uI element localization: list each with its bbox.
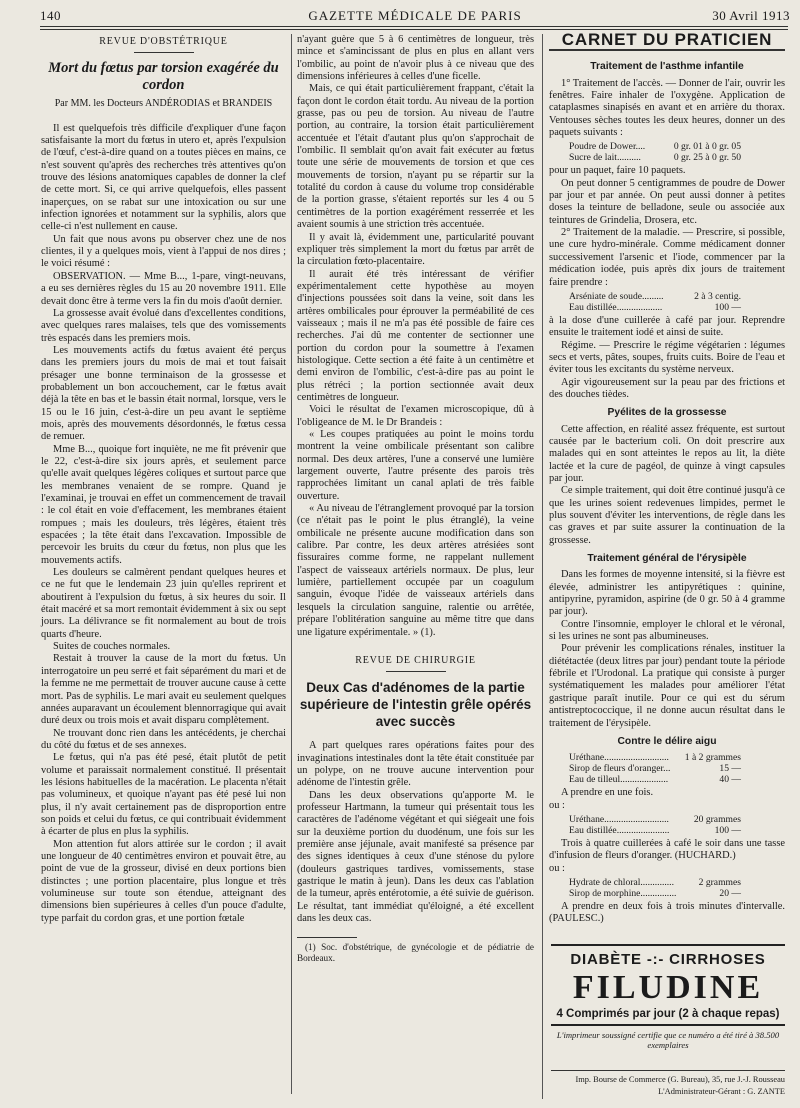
paragraph: Dans les formes de moyenne intensité, si la fièvre est élevée, administrer les antipyrétiques : quinine, antipyrine, pyramidon, aspirine (de 0 gr. 50 à 4 gramme par jour). xyxy=(549,569,785,618)
paragraph: Un fait que nous avons pu observer chez une de nos clientes, il y a quelques mois, vient à l'appui de nos dires ; le voici résumé : xyxy=(41,233,286,270)
paragraph: A part quelques rares opérations faites pour des invaginations intestinales dont la tête était constituée par un polype, on ne trouve aucune intervention pour adénome de l'intestin grêle. xyxy=(297,740,534,789)
paragraph: Les mouvements actifs du fœtus avaient été perçus dans les premiers jours du mois de mai et tout faisait présager une bonne terminaison de la grossesse et probablement un bon accouchement, car le fœtus avait déjà la tête en bas et le bassin était normal, lorsque, vers le 15 ou le 16 juin, c'est-à-dire un peu avant le septième mois, après des mouvements désordonnés, le fœtus cessa de remuer. xyxy=(41,344,286,443)
prescription-table xyxy=(549,877,785,899)
section-heading: REVUE DE CHIRURGIE xyxy=(355,654,476,666)
prescription-row: Arséniate de soude......... 2 à 3 centig. xyxy=(569,290,741,302)
prescription-table xyxy=(549,291,785,313)
paragraph: Le fœtus, qui n'a pas été pesé, était plutôt de petit volume et paraissait normalement constitué. Il présentait les lésions habituelles de la macération. Le placenta n'était pas volumineux, et quoique n'ayant pas été pesé lui non plus, il n'y avait certainement pas de disproportion entre son poids et celui du fœtus, ce qui contribuait évidemment à écarter de plus en plus la syphilis. xyxy=(41,752,286,838)
section-heading: REVUE D'OBSTÉTRIQUE xyxy=(99,36,228,47)
paragraph: Il y avait là, évidemment une, particularité pouvant expliquer très simplement la mort du fœtus par arrêt de la circulation fœto-placentaire. xyxy=(297,231,534,268)
paragraph: à la dose d'une cuillerée à café par jour. Reprendre ensuite le traitement iodé et ainsi de suite. xyxy=(549,314,785,339)
prescription-row: Sucre de lait.......... 0 gr. 25 à 0 gr. 50 xyxy=(569,152,741,164)
paragraph: 2° Traitement de la maladie. — Prescrire, si possible, une cure hydro-minérale. Comme médicament donner successivement l'arsenic et l'iode, commencer par la médication iodée, puis après dix jours de traitement faire prendre : xyxy=(549,227,785,288)
carnet-title: CARNET DU PRATICIEN xyxy=(561,30,773,49)
divider xyxy=(549,49,785,51)
quote-paragraph: « Au niveau de l'étranglement provoqué par la torsion (ce n'était pas le point le plus étranglé), la veine ombilicale ne présente aucune modification dans son calibre. Par contre, les deux artères atrésiées sont fissuraires comme forme, ne rappelant nullement l'aspect de vaisseaux artériels normaux. De plus, leur lumière, partiellement occupée par un coagulum sanguin, évoque l'idée de vaisseaux artériels dans lesquels la circulation sanguine, ralentie ou arrêtée, prépare l'oblitération sanguine au même titre que dans une ligature expérimentale. » (1). xyxy=(297,503,534,638)
ad-brand-name: FILUDINE xyxy=(572,969,764,1006)
paragraph: Voici le résultat de l'examen microscopique, dû à l'obligeance de M. le Dr Brandeis : xyxy=(297,404,534,428)
paragraph: A prendre en une fois. xyxy=(561,787,654,799)
paragraph: Cette affection, en réalité assez fréquente, est surtout causée par le bacterium coli. On doit prescrire aux malades qui en sont atteintes le repos au lit, la diète lactée et la cure de pagéol, de quinze à vingt capsules par jour. xyxy=(549,423,785,484)
paragraph: A prendre en deux fois à trois minutes d'intervalle. (PAULESC.) xyxy=(549,900,785,925)
paragraph: Mme B..., quoique fort inquiète, ne me fit prévenir que le 22, c'est-à-dire six jours après, et seulement parce qu'elle avait quelques légères coliques et surtout parce que les membranes venaient de se rompre. Quand je l'examinai, je trouvai en effet un commencement de travail : le col était en voie d'effacement, les membranes étaient rompues ; mais les douleurs, très légères, étaient très espacées ; la tête était dans l'excavation. Impossible de percevoir les bruits du cœur du fœtus, non plus que les mouvements actifs. xyxy=(41,443,286,566)
article-title: Mort du fœtus par torsion exagérée du cordon xyxy=(48,60,279,94)
footnote-rule xyxy=(297,937,357,938)
column-middle xyxy=(297,34,534,964)
paragraph: La grossesse avait évolué dans d'excellentes conditions, avec quelques rares malaises, tels que des vomissements très espacés dans les premiers mois. xyxy=(41,307,286,344)
subheading: Traitement général de l'érysipèle xyxy=(587,553,747,565)
paragraph: Suites de couches normales. xyxy=(53,641,171,653)
ad-headline: DIABÈTE -:- CIRRHOSES xyxy=(570,951,766,968)
article-title: Deux Cas d'adénomes de la partie supérieure de l'intestin grêle opérés avec succès xyxy=(299,680,532,730)
paragraph: Pour prévenir les complications rénales, instituer la diététactée (deux litres par jour) pendant toute la période fébrile et l'Urodonal. La pratique qui consiste à purger systématiquement les malades pour améliorer l'état gastrique paraît inutile. Pour ce qui est du sérum antistreptococcique, il ne donne aucun résultat dans le traitement de l'érysipèle. xyxy=(549,643,785,729)
column-divider xyxy=(291,34,292,1094)
column-right xyxy=(549,30,785,926)
divider xyxy=(134,52,194,53)
print-run-note: L'imprimeur soussigné certifie que ce numéro a été tiré à 38.500 exemplaires xyxy=(556,1030,780,1050)
paragraph: Il est quelquefois très difficile d'expliquer d'une façon satisfaisante la mort du fœtus in utero et, après l'expulsion de l'œuf, c'est-à-dire quand on a toutes pièces en mains, ce n'est souvent qu'après des recherches très attentives qu'on trouve des lésions anatomiques capables de donner la clef de cette mort. Si, ce qui arrive quelquefois, elles passent inaperçues, on se rabat sur une intoxication ou sur une infection ignorées et notamment sur la syphilis, alors que celle-ci n'est nullement en cause. xyxy=(41,122,286,233)
divider xyxy=(551,944,785,946)
prescription-table xyxy=(549,141,785,163)
divider xyxy=(551,1024,785,1026)
divider xyxy=(386,671,446,672)
paragraph: Les douleurs se calmèrent pendant quelques heures et ce ne fut que le lendemain 23 juin qu'elles reprirent et aboutirent à l'expulsion du fœtus, à six heures du soir. Il était macéré et sa mort remontait évidemment à six ou sept jours. La délivrance se fit normalement au bout de trois quarts d'heure. xyxy=(41,567,286,640)
paragraph: Mais, ce qui était particulièrement frappant, c'était la façon dont le cordon était tordu. Au niveau de la portion grasse, pas ou peu de torsion. Au niveau de l'autre portion, au contraire, la torsion était particulièrement accentuée et l'était d'autant plus qu'on s'approchait de l'ombilic. Il semblait qu'on avait fait exécuter au fœtus toute une série de mouvements de torsion et que ces mouvements de torsion, n'ayant pu se répartir sur la totalité du cordon à cause du volume trop considérable de la portion grasse, s'étaient reportés sur les 4 ou 5 centimètres de la portion exagérément resserrée et les avaient soumis à une striction très accentuée. xyxy=(297,83,534,231)
issue-date: 30 Avril 1913 xyxy=(712,8,790,23)
paragraph: Il aurait été très intéressant de vérifier expérimentalement cette hypothèse au moyen d'injections poussées soit dans la veine, soit dans les artères ombilicales pour éprouver la perméabilité de ces vaisseaux ; mais il ne m'a pas été possible de faire ces recherches. J'ai dû me contenter de sectionner une portion du cordon pour la soumettre à l'examen histologique. Cette section a été faite à un centimètre et demi environ de l'ombilic, c'est-à-dire pas au point le plus rétréci ; la portion sectionnée avait deux centimètres de longueur. xyxy=(297,268,534,403)
prescription-row: Sirop de morphine............... 20 — xyxy=(569,887,741,899)
alternative-label: ou : xyxy=(549,862,565,874)
paragraph: Agir vigoureusement sur la peau par des frictions et des douches tièdes. xyxy=(549,376,785,400)
alternative-label: ou : xyxy=(549,799,565,811)
prescription-row: Uréthane........................... 20 grammes xyxy=(569,813,741,825)
page-header xyxy=(40,5,790,27)
paragraph: Ne trouvant donc rien dans les antécédents, je cherchai du côté du fœtus et de ses annexes. xyxy=(41,727,286,751)
prescription-row: Eau de tilleul.................... 40 — xyxy=(569,774,741,786)
prescription-row: Eau distillée................... 100 — xyxy=(569,301,741,313)
subheading: Contre le délire aigu xyxy=(617,735,717,747)
journal-title: GAZETTE MÉDICALE DE PARIS xyxy=(308,8,522,23)
imprint xyxy=(551,1070,785,1098)
paragraph: Mon attention fut alors attirée sur le cordon ; il avait une longueur de 40 centimètres environ et pouvait être, au point de vue de la grosseur, divisé en deux portions bien distinctes ; une portion placentaire, plus longue et très volumineuse sur toute son étendue, atteignant des dimensions bien supérieures à celles d'un pouce d'adulte, type parfait du cordon gras, et une portion fœtale xyxy=(41,838,286,924)
prescription-row: Eau distillée...................... 100 — xyxy=(569,824,741,836)
article-byline: Par MM. les Docteurs ANDÉRODIAS et BRANDEIS xyxy=(54,98,273,110)
paragraph: On peut donner 5 centigrammes de poudre de Dower par jour et par année. On peut aussi donner à petites doses la teinture de belladone, seule ou associée aux teintures de Grindelia, Drosera, etc. xyxy=(549,177,785,226)
quote-paragraph: « Les coupes pratiquées au point le moins tordu montrent la veine ombilicale présentant son calibre normal. Des deux artères, l'une a conservé une lumière largement ouverte, l'autre présente des parois très rapprochées limitant un canal aplati de très faible ouverture. xyxy=(297,429,534,502)
manager-line: L'Administrateur-Gérant : G. ZANTE xyxy=(658,1087,785,1096)
prescription-row: Sirop de fleurs d'oranger... 15 — xyxy=(569,763,741,775)
paragraph: Ce simple traitement, qui doit être continué jusqu'à ce que les urines soient redevenues limpides, permet le plus souvent d'éviter les interventions, de règle dans les cas graves et par suite assurer la continuation de la grossesse. xyxy=(549,485,785,546)
page-number: 140 xyxy=(40,8,61,23)
prescription-row: Poudre de Dower.... 0 gr. 01 à 0 gr. 05 xyxy=(569,141,741,153)
printer-line: Imp. Bourse de Commerce (G. Bureau), 35, rue J.-J. Rousseau xyxy=(551,1070,785,1086)
paragraph: Contre l'insomnie, employer le chloral et le véronal, si les urines ne sont pas albumineuses. xyxy=(549,618,785,643)
column-left xyxy=(41,34,286,925)
paragraph: n'ayant guère que 5 à 6 centimètres de longueur, très mince et s'amincissant de plus en plus en allant vers l'ombilic, au point de n'avoir plus à ce niveau que des dimensions inférieures à celles d'une ficelle. xyxy=(297,34,534,83)
prescription-table xyxy=(549,814,785,836)
prescription-table xyxy=(549,752,785,785)
prescription-row: Hydrate de chloral.............. 2 grammes xyxy=(569,876,741,888)
paragraph: Dans les deux observations qu'apporte M. le professeur Hartmann, la tumeur qui présentait tous les caractères de l'adénome végétant et qui siégeait une fois sur la deuxième portion du duodénum, une fois sur les première anse jéjunale, avait manifesté sa présence par des signes identiques à ceux d'une sténose du pylore (douleurs gastriques tardives, vomissements, stase gastrique le matin à jeun). Dans les deux cas l'ablation de la tumeur, après entérotomie, a été suivie de guérison. Le résultat, tant immédiat qu'éloigné, a été excellent dans les deux cas. xyxy=(297,789,534,924)
prescription-row: Uréthane........................... 1 à 2 grammes xyxy=(569,752,741,764)
subheading: Pyélites de la grossesse xyxy=(607,407,727,419)
subheading: Traitement de l'asthme infantile xyxy=(590,61,744,73)
paragraph: pour un paquet, faire 10 paquets. xyxy=(549,165,686,177)
paragraph: Régime. — Prescrire le régime végétarien : légumes secs et verts, pâtes, soupes, fruits cuits. Boire de l'eau et éviter tous les excitants du système nerveux. xyxy=(549,339,785,376)
footnote: (1) Soc. d'obstétrique, de gynécologie et de pédiatrie de Bordeaux. xyxy=(297,942,534,964)
advertisement xyxy=(551,944,785,1050)
paragraph: OBSERVATION. — Mme B..., 1-pare, vingt-neuvans, a eu ses dernières règles du 15 au 20 novembre 1911. Elle devait donc être à terme vers la fin du mois d'août dernier. xyxy=(41,270,286,307)
paragraph: Restait à trouver la cause de la mort du fœtus. Un interrogatoire un peu serré et fait séparément du mari et de la femme ne me permettait de trouver aucune cause à cette mort. Pas de syphilis. Le mari avait eu seulement quelques années auparavant un écoulement blennorragique qui avait duré deux ou trois mois et avait disparu complètement. xyxy=(41,653,286,727)
paragraph: 1° Traitement de l'accès. — Donner de l'air, ouvrir les fenêtres. Faire inhaler de l'oxygène. Application de cataplasmes sinapisés en avant et en arrière du thorax. Ventouses sèches toutes les deux heures, donner un des paquets suivants : xyxy=(549,77,785,139)
column-divider xyxy=(542,34,543,1099)
paragraph: Trois à quatre cuillerées à café le soir dans une tasse d'infusion de fleurs d'oranger. (HUCHARD.) xyxy=(549,837,785,862)
ad-dosage: 4 Comprimés par jour (2 à chaque repas) xyxy=(556,1008,780,1020)
